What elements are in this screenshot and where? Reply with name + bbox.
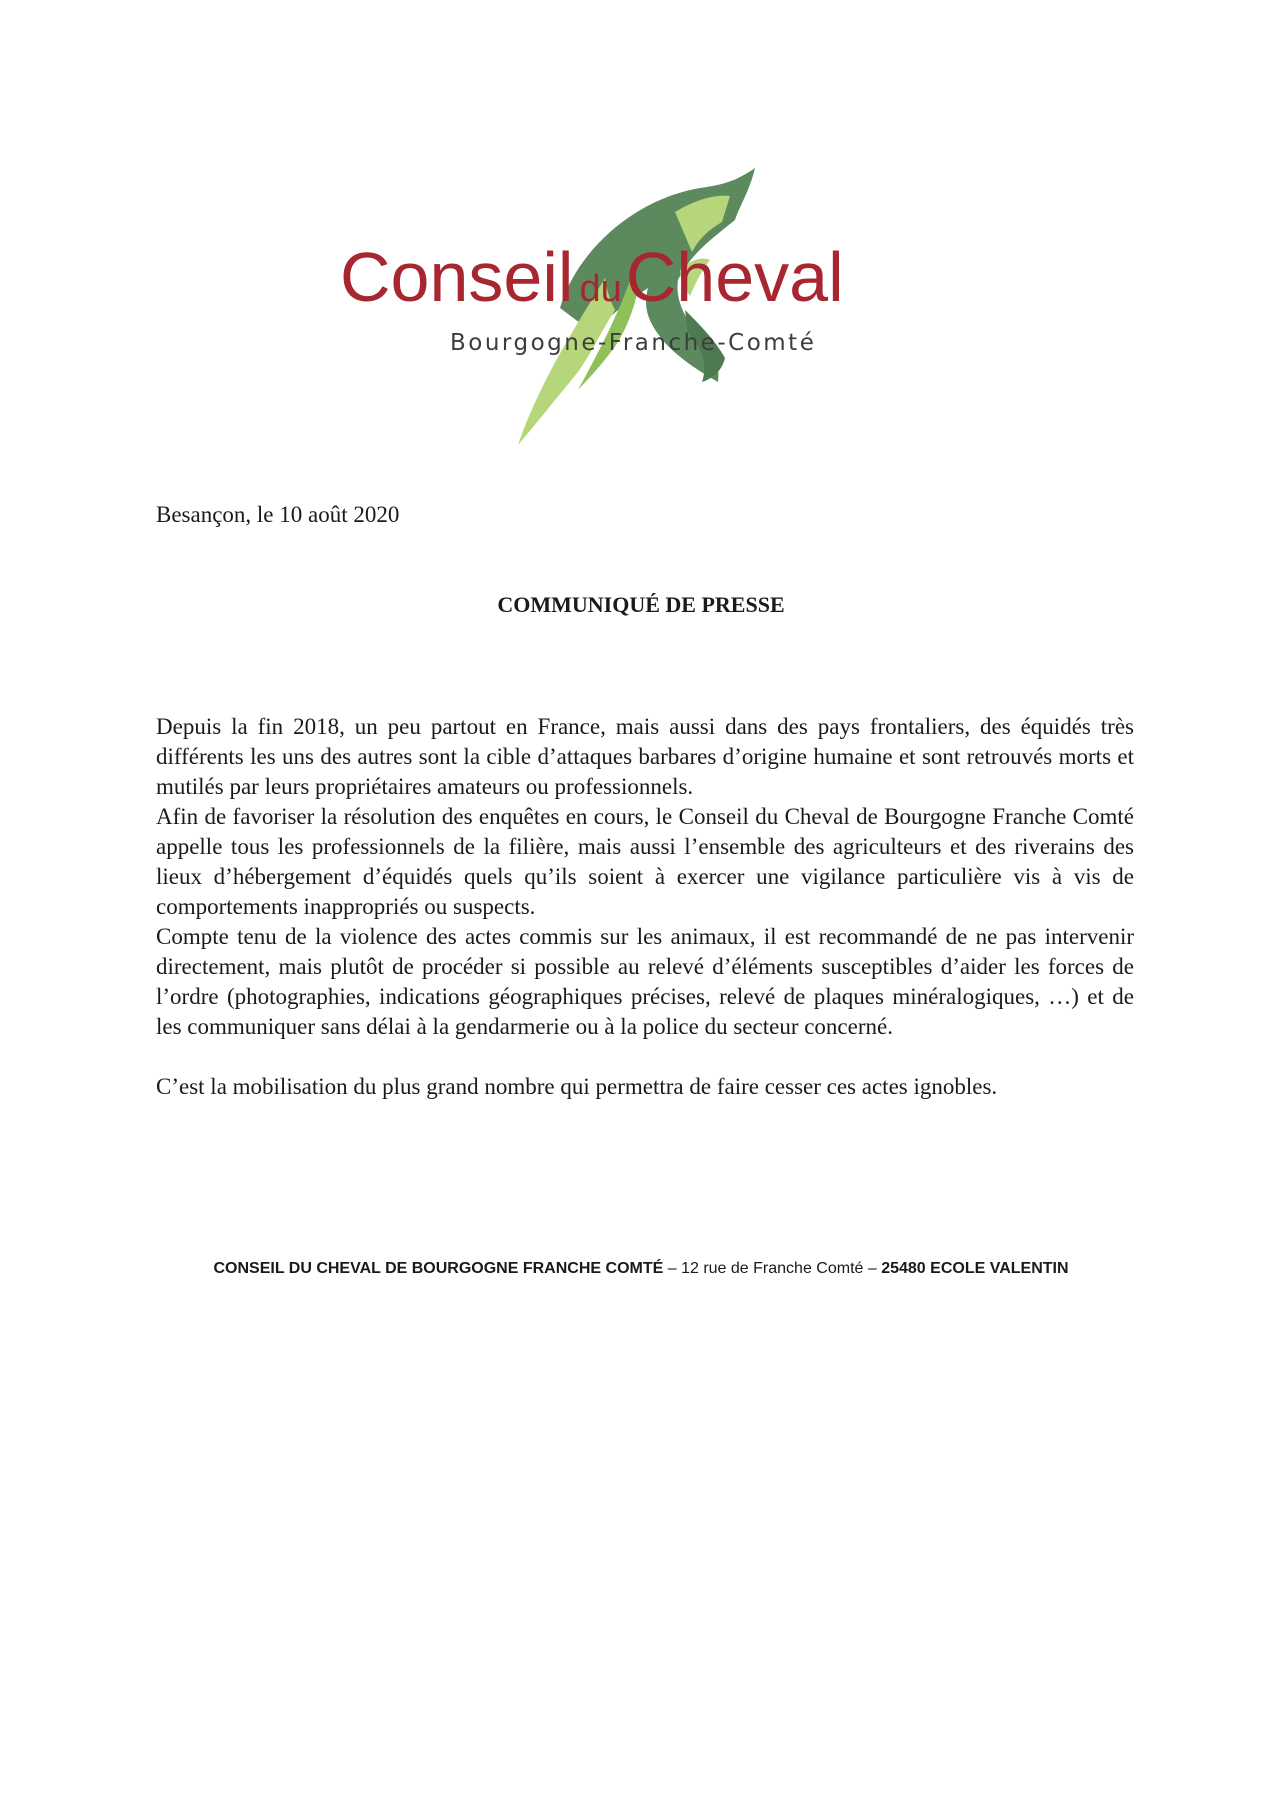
document-heading: COMMUNIQUÉ DE PRESSE bbox=[497, 592, 785, 617]
footer-street: – 12 rue de Franche Comté – bbox=[663, 1260, 882, 1277]
footer-organization: CONSEIL DU CHEVAL DE BOURGOGNE FRANCHE COMTÉ bbox=[213, 1260, 664, 1277]
paragraph: Depuis la fin 2018, un peu partout en France, mais aussi dans des pays frontaliers, des équidés très différents les uns des autres sont la cible d’attaques barbares d’origine humaine et sont retrouvés morts et mutilés par leurs propriétaires amateurs ou professionnels. bbox=[156, 714, 1134, 799]
logo-word-cheval: Cheval bbox=[625, 238, 844, 316]
logo-subtitle: Bourgogne-Franche-Comté bbox=[450, 330, 817, 356]
date-line: Besançon, le 10 août 2020 bbox=[156, 502, 400, 527]
paragraph: Afin de favoriser la résolution des enquêtes en cours, le Conseil du Cheval de Bourgogne Franche Comté appelle tous les professionnels de la filière, mais aussi l’ensemble des agriculteurs et des riverains des lieux d’hébergement d’équidés quels qu’ils soient à exercer une vigilance particulière vis à vis de comportements inappropriés ou suspects. bbox=[156, 804, 1134, 919]
organization-logo bbox=[330, 160, 970, 450]
press-release-body bbox=[156, 712, 1134, 1102]
paragraph: Compte tenu de la violence des actes commis sur les animaux, il est recommandé de ne pas intervenir directement, mais plutôt de procéder si possible au relevé d’éléments susceptibles d’aider les forces de l’ordre (photographies, indications géographiques précises, relevé de plaques minéralogiques, …) et de les communiquer sans délai à la gendarmerie ou à la police du secteur concerné. bbox=[156, 924, 1134, 1039]
logo-word-conseil: Conseil bbox=[340, 238, 574, 316]
paragraph: C’est la mobilisation du plus grand nombre qui permettra de faire cesser ces actes ignobles. bbox=[156, 1074, 998, 1099]
footer-city: 25480 ECOLE VALENTIN bbox=[881, 1260, 1069, 1277]
logo-word-du: du bbox=[579, 268, 622, 310]
logo-wordmark bbox=[340, 238, 844, 316]
footer-address bbox=[0, 1260, 1282, 1278]
